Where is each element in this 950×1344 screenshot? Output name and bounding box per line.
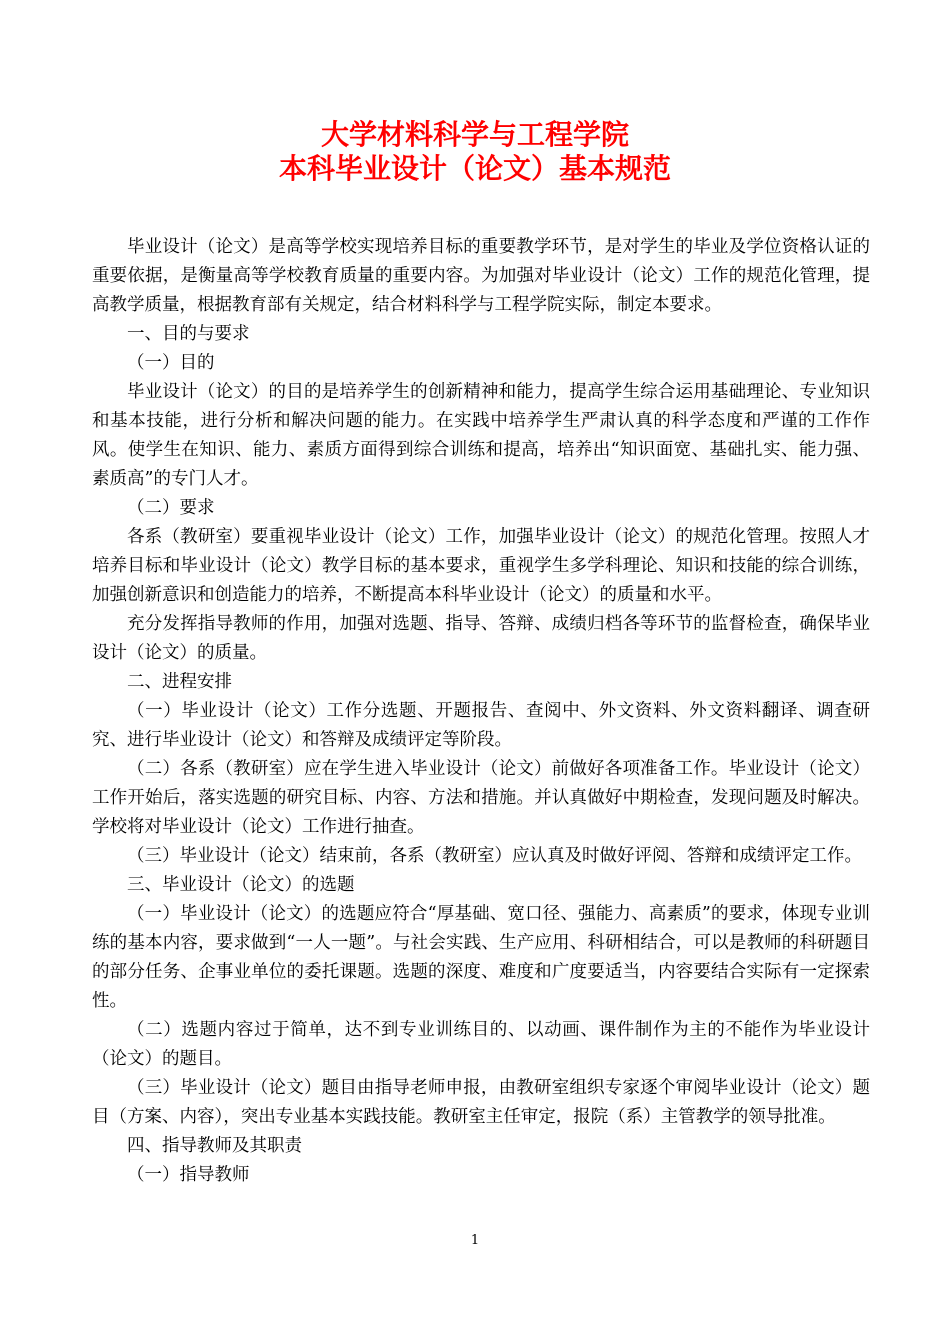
document-body [92,233,870,1190]
title-line-1: 大学材料科学与工程学院 [320,118,629,151]
section-heading: （二）要求 [127,498,215,518]
paragraph: （三）毕业设计（论文）题目由指导老师申报，由教研室组织专家逐个审阅毕业设计（论文）题目（方案、内容），突出专业基本实践技能。教研室主任审定，报院（系）主管教学的领导批准。 [92,1078,870,1127]
paragraph: 各系（教研室）要重视毕业设计（论文）工作，加强毕业设计（论文）的规范化管理。按照人才培养目标和毕业设计（论文）教学目标的基本要求，重视学生多学科理论、知识和技能的综合训练，加强创新意识和创造能力的培养，不断提高本科毕业设计（论文）的质量和水平。 [92,527,870,605]
section-heading: （一）指导教师 [127,1165,250,1185]
paragraph: （三）毕业设计（论文）结束前，各系（教研室）应认真及时做好评阅、答辩和成绩评定工作。 [127,846,862,866]
section-heading: 二、进程安排 [127,672,232,692]
section-heading: （一）目的 [127,353,215,373]
section-heading: 三、毕业设计（论文）的选题 [127,875,355,895]
paragraph: （一）毕业设计（论文）的选题应符合“厚基础、宽口径、强能力、高素质”的要求，体现专业训练的基本内容，要求做到“一人一题”。与社会实践、生产应用、科研相结合，可以是教师的科研题目的部分任务、企事业单位的委托课题。选题的深度、难度和广度要适当，内容要结合实际有一定探索性。 [92,904,870,1011]
section-heading: 一、目的与要求 [127,324,250,344]
title-line-2: 本科毕业设计（论文）基本规范 [278,152,671,185]
paragraph: 充分发挥指导教师的作用，加强对选题、指导、答辩、成绩归档各等环节的监督检查，确保毕业设计（论文）的质量。 [92,614,870,663]
paragraph: （一）毕业设计（论文）工作分选题、开题报告、查阅中、外文资料、外文资料翻译、调查研究、进行毕业设计（论文）和答辩及成绩评定等阶段。 [92,701,870,750]
paragraph: 毕业设计（论文）的目的是培养学生的创新精神和能力，提高学生综合运用基础理论、专业知识和基本技能，进行分析和解决问题的能力。在实践中培养学生严肃认真的科学态度和严谨的工作作风。使学生在知识、能力、素质方面得到综合训练和提高，培养出“知识面宽、基础扎实、能力强、素质高”的专门人才。 [92,382,870,489]
paragraph: （二）各系（教研室）应在学生进入毕业设计（论文）前做好各项准备工作。毕业设计（论文）工作开始后，落实选题的研究目标、内容、方法和措施。并认真做好中期检查，发现问题及时解决。学校将对毕业设计（论文）工作进行抽查。 [92,759,870,837]
paragraph: 毕业设计（论文）是高等学校实现培养目标的重要教学环节，是对学生的毕业及学位资格认证的重要依据，是衡量高等学校教育质量的重要内容。为加强对毕业设计（论文）工作的规范化管理，提高教学质量，根据教育部有关规定，结合材料科学与工程学院实际，制定本要求。 [92,237,870,315]
document-title [0,118,950,186]
page-number: 1 [470,1233,480,1248]
paragraph: （二）选题内容过于简单，达不到专业训练目的、以动画、课件制作为主的不能作为毕业设计（论文）的题目。 [92,1020,870,1069]
section-heading: 四、指导教师及其职责 [127,1136,302,1156]
